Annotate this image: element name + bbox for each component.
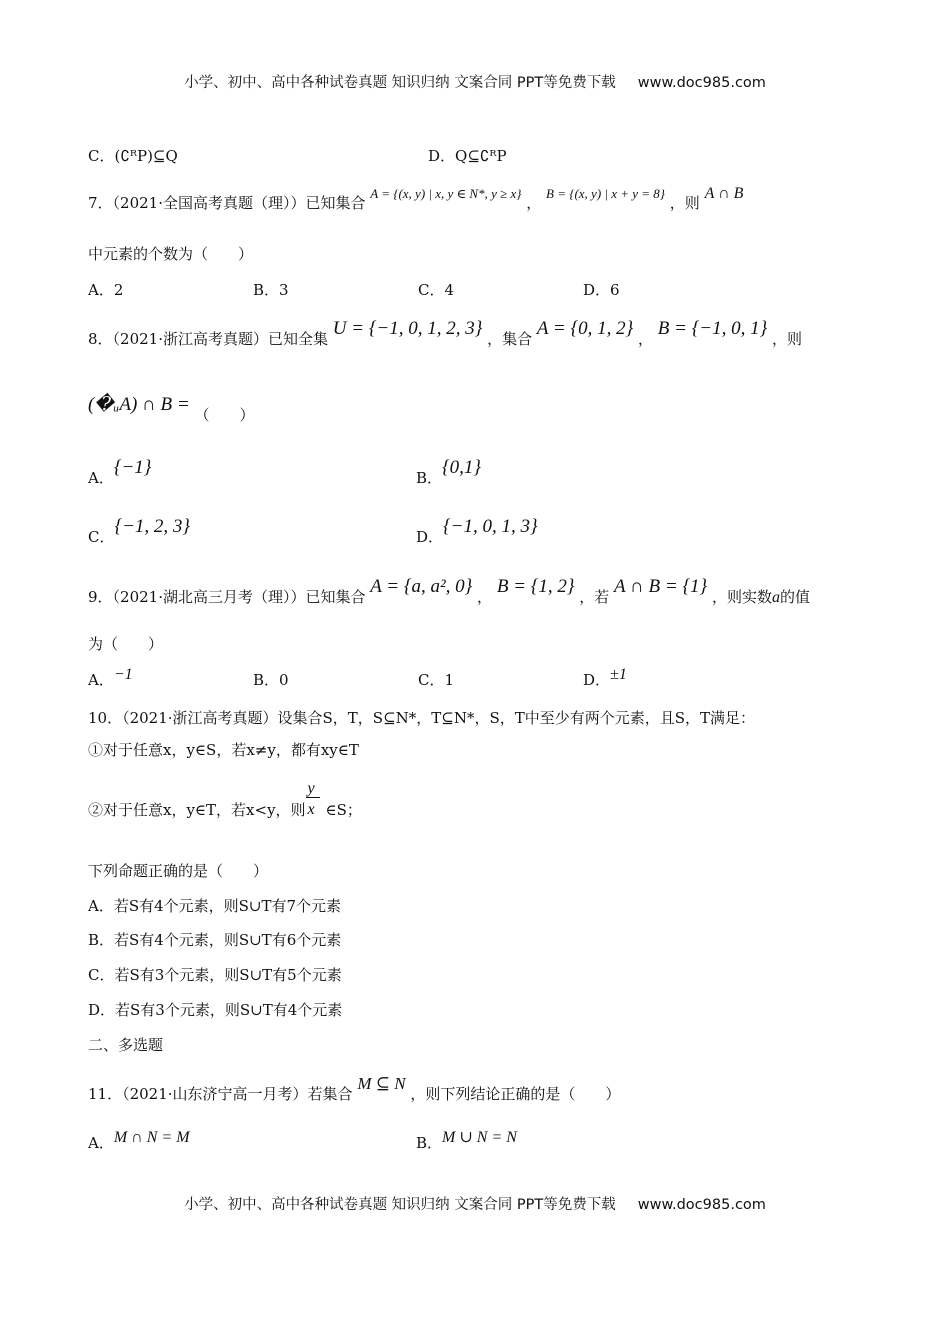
q8-option-a-set: {−1} [113, 457, 152, 478]
q8-comma: ， [637, 330, 653, 348]
q8-option-d-label: D． [416, 528, 444, 546]
q8-option-c [88, 516, 191, 546]
q10-stem: 10．（2021·浙江高考真题）设集合S，T，S⊆N*，T⊆N*，S，T中至少有两个元素，且S，T满足： [88, 709, 756, 727]
q8-option-a-label: A． [88, 469, 114, 487]
q9-option-b: B．0 [253, 671, 289, 689]
q10-frac-bar [306, 797, 320, 798]
q10-option-c: C．若S有3个元素，则S∪T有5个元素 [88, 966, 342, 984]
q7-option-a: A．2 [88, 281, 124, 299]
q8-stem [88, 318, 803, 348]
q9-option-a [88, 666, 133, 689]
q7-stem-prefix: 7．（2021·全国高考真题（理））已知集合 [88, 194, 366, 212]
q6-option-c: C．(∁ᴿP)⊆Q [88, 147, 178, 165]
q8-option-a [88, 457, 152, 487]
q10-frac-den: x [307, 801, 315, 818]
q8-expr-line [88, 394, 255, 424]
q9-stem-line2: 为（ ） [88, 635, 164, 653]
q8-option-b [416, 457, 481, 487]
q7-option-b: B．3 [253, 281, 289, 299]
q10-cond1: ①对于任意x，y∈S，若x≠y，都有xy∈T [88, 741, 359, 759]
q8-stem-prefix: 8．（2021·浙江高考真题）已知全集 [88, 330, 328, 348]
q11-stem-suffix: ，则下列结论正确的是（ ） [410, 1085, 621, 1103]
q11-stem-prefix: 11．（2021·山东济宁高一月考）若集合 [88, 1085, 353, 1103]
q8-set-u: U = {−1, 0, 1, 2, 3} [332, 318, 483, 339]
q10-prompt: 下列命题正确的是（ ） [88, 862, 269, 880]
q8-set-a: A = {0, 1, 2} [536, 318, 634, 339]
q10-cond2-prefix: ②对于任意x，y∈T，若x<y，则 [88, 801, 306, 819]
q10-frac-num: y [307, 780, 315, 797]
q9-tail2: 的值 [779, 588, 810, 606]
q7-stem-line2: 中元素的个数为（ ） [88, 245, 254, 263]
q9-stem-prefix: 9．（2021·湖北高三月考（理））已知集合 [88, 588, 366, 606]
q8-then: ，则 [772, 330, 803, 348]
q10-option-d: D．若S有3个元素，则S∪T有4个元素 [88, 1001, 343, 1019]
q11-cond: M ⊆ N [357, 1074, 406, 1093]
q11-option-b-label: B． [416, 1134, 443, 1152]
q11-option-b-expr: M ∪ N = N [442, 1129, 517, 1146]
q8-paren: （ ） [194, 406, 255, 424]
q8-option-c-set: {−1, 2, 3} [114, 516, 191, 537]
q8-option-d-set: {−1, 0, 1, 3} [443, 516, 538, 537]
q7-set-a: A = {(x, y) | x, y ∈ N*, y ≥ x} [370, 186, 522, 201]
q9-cond: A ∩ B = {1} [614, 576, 708, 597]
q10-fraction [306, 780, 326, 818]
q8-mid: ，集合 [487, 330, 533, 348]
q8-expr: (�ᵤA) ∩ B = [88, 394, 190, 415]
q8-option-c-label: C． [88, 528, 115, 546]
q8-set-b: B = {−1, 0, 1} [657, 318, 768, 339]
q11-option-a-expr: M ∩ N = M [113, 1129, 190, 1146]
q7-set-b: B = {(x, y) | x + y = 8} [546, 186, 665, 201]
q7-stem [88, 185, 744, 212]
q8-option-b-set: {0,1} [442, 457, 481, 478]
q7-intersect: A ∩ B [704, 185, 744, 202]
q7-option-c: C．4 [418, 281, 455, 299]
q9-option-d-value: ±1 [610, 666, 627, 683]
q8-option-d [416, 516, 538, 546]
q9-comma: ， [477, 588, 493, 606]
q9-mid: ，若 [579, 588, 610, 606]
q7-then: ，则 [669, 194, 700, 212]
q9-option-d [583, 666, 627, 689]
q9-tail: ，则实数 [711, 588, 772, 606]
q7-comma: ， [526, 194, 542, 212]
q9-option-a-value: −1 [113, 666, 133, 683]
q9-set-b: B = {1, 2} [496, 576, 575, 597]
q11-option-a-label: A． [88, 1134, 114, 1152]
header-text: 小学、初中、高中各种试卷真题 知识归纳 文案合同 PPT等免费下载 [184, 75, 616, 91]
page-header [0, 71, 950, 92]
q8-option-b-label: B． [416, 469, 443, 487]
section-title: 二、多选题 [88, 1036, 164, 1054]
q7-option-d: D．6 [583, 281, 620, 299]
q6-option-d: D．Q⊆∁ᴿP [428, 147, 507, 165]
q9-option-d-label: D． [583, 671, 611, 689]
q9-var: a [771, 589, 780, 606]
q11-stem [88, 1074, 621, 1103]
q11-option-b [416, 1129, 517, 1152]
q10-option-b: B．若S有4个元素，则S∪T有6个元素 [88, 931, 342, 949]
q9-stem [88, 576, 810, 606]
q9-option-c: C．1 [418, 671, 455, 689]
header-site-link[interactable]: www.doc985.com [637, 75, 766, 91]
q9-option-a-label: A． [88, 671, 114, 689]
page-footer [0, 1193, 950, 1214]
q10-option-a: A．若S有4个元素，则S∪T有7个元素 [88, 897, 342, 915]
q10-cond2 [88, 780, 362, 819]
q9-set-a: A = {a, a², 0} [370, 576, 473, 597]
footer-site-link[interactable]: www.doc985.com [637, 1197, 766, 1213]
q10-cond2-suffix: ∈S； [325, 801, 362, 819]
q11-option-a [88, 1129, 190, 1152]
footer-text: 小学、初中、高中各种试卷真题 知识归纳 文案合同 PPT等免费下载 [184, 1197, 616, 1213]
